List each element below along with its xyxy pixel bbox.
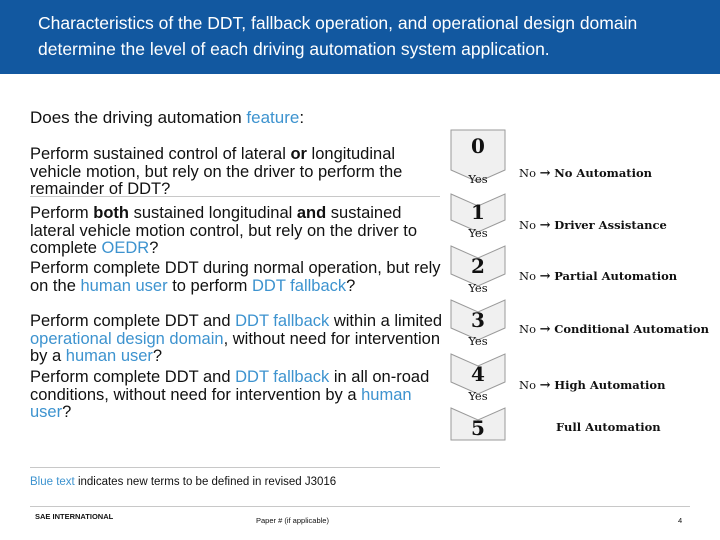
q1-emphasis: both: [93, 204, 129, 222]
q4-term: human user: [30, 385, 412, 421]
question-level-0: [30, 146, 448, 199]
outcome-level-3: [519, 322, 709, 337]
outcome-level-0: [519, 166, 652, 181]
question-level-1: [30, 205, 448, 258]
q1-term: OEDR: [101, 239, 150, 257]
intro-suffix: :: [299, 108, 305, 127]
outcome-name: High Automation: [554, 378, 666, 392]
question-level-2: [30, 260, 448, 295]
arrow-right-icon: →: [539, 378, 551, 393]
q3-term: operational design domain: [30, 329, 224, 348]
outcome-level-1: [519, 218, 667, 233]
arrow-right-icon: →: [539, 166, 551, 181]
q2-term: DDT fallback: [251, 276, 347, 295]
level-number: 4: [471, 362, 485, 386]
question-level-3: [30, 313, 448, 366]
q1-emphasis: and: [296, 204, 327, 222]
q3-text: , without need for intervention by a: [30, 329, 441, 365]
no-label: No: [519, 378, 536, 392]
q2-text: Perform complete DDT during normal operation, but rely on the: [30, 259, 441, 295]
outcome-name: No Automation: [554, 166, 653, 180]
q3-term: human user: [65, 347, 153, 365]
level-number: 2: [471, 254, 485, 278]
intro-prefix: Does the driving automation: [30, 108, 247, 127]
outcome-name: Partial Automation: [554, 269, 678, 283]
yes-label: Yes: [468, 172, 488, 186]
yes-label: Yes: [468, 389, 488, 403]
level-number: 5: [471, 416, 485, 440]
yes-label: Yes: [468, 334, 488, 348]
outcome-level-4: [519, 378, 665, 393]
intro-question: [30, 108, 304, 128]
q3-text: within a limited: [329, 312, 443, 330]
question-level-4: [30, 369, 448, 422]
q0-emphasis: or: [290, 145, 307, 163]
intro-term: feature: [246, 108, 300, 127]
q4-text: ?: [62, 403, 72, 421]
q3-text: ?: [152, 347, 163, 365]
divider: [30, 196, 440, 197]
q1-text: sustained longitudinal: [129, 204, 297, 222]
level-number: 3: [471, 308, 485, 332]
no-label: No: [519, 218, 536, 232]
yes-label: Yes: [468, 281, 488, 295]
q3-term: DDT fallback: [235, 312, 330, 330]
legend-note: [30, 476, 336, 488]
q0-text: Perform sustained control of lateral: [30, 145, 291, 163]
q1-text: Perform: [30, 204, 94, 222]
footer-paper-number: Paper # (if applicable): [256, 516, 329, 525]
divider: [30, 467, 440, 468]
no-label: No: [519, 269, 536, 283]
q1-text: ?: [149, 239, 159, 257]
footer-organization: SAE INTERNATIONAL: [35, 512, 114, 521]
arrow-right-icon: →: [539, 269, 551, 284]
arrow-right-icon: →: [539, 218, 551, 233]
outcome-name: Conditional Automation: [554, 322, 709, 336]
q2-term: human user: [80, 276, 168, 295]
outcome-level-2: [519, 269, 677, 284]
outcome-level-5: Full Automation: [556, 420, 661, 434]
level-chevron-column: [443, 128, 513, 444]
q0-text: longitudinal vehicle motion, but rely on the driver to perform the remainder of DDT?: [30, 145, 403, 198]
q2-text: to perform: [167, 276, 252, 295]
q4-text: in all on-road conditions, without need for intervention by a: [30, 368, 430, 404]
footer-divider: [30, 506, 690, 507]
note-text: indicates new terms to be defined in revised J3016: [74, 476, 337, 488]
q1-text: sustained lateral vehicle motion control, but rely on the driver to complete: [30, 204, 418, 257]
level-number: 0: [471, 134, 485, 158]
level-number: 1: [471, 200, 485, 224]
title-banner: [0, 0, 720, 74]
slide-title: Characteristics of the DDT, fallback operation, and operational design domain determine the level of each driving automation system application.: [38, 13, 638, 59]
yes-label: Yes: [468, 226, 488, 240]
arrow-right-icon: →: [539, 322, 551, 337]
q4-text: Perform complete DDT and: [30, 368, 236, 386]
q2-text: ?: [346, 276, 356, 295]
q3-text: Perform complete DDT and: [30, 312, 236, 330]
no-label: No: [519, 322, 536, 336]
outcome-name: Driver Assistance: [554, 218, 667, 232]
note-term: Blue text: [30, 476, 75, 488]
no-label: No: [519, 166, 536, 180]
q4-term: DDT fallback: [235, 368, 330, 386]
footer-page-number: 4: [678, 516, 683, 525]
